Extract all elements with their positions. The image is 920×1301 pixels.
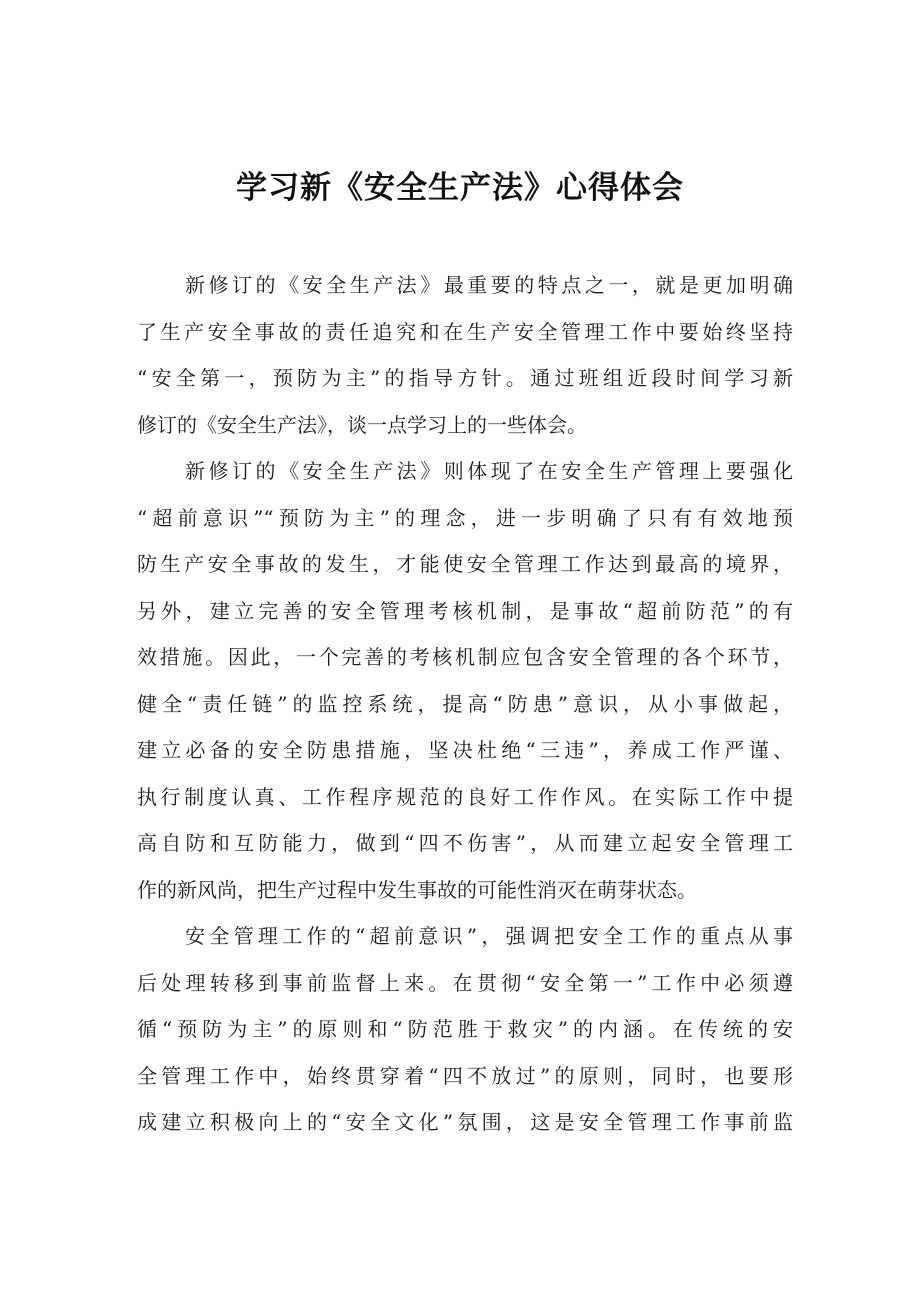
paragraph-1-line-3: “安全第一，预防为主”的指导方针。通过班组近段时间学习新: [137, 366, 793, 390]
paragraph-2-line-8: 执行制度认真、工作程序规范的良好工作作风。在实际工作中提: [137, 784, 793, 809]
paragraph-1-line-1: 新修订的《安全生产法》最重要的特点之一，就是更加明确: [185, 273, 793, 297]
paragraph-3-line-3: 循“预防为主”的原则和“防范胜于救灾”的内涵。在传统的安: [137, 1017, 793, 1041]
paragraph-2-line-5: 效措施。因此，一个完善的考核机制应包含安全管理的各个环节，: [137, 645, 793, 669]
paragraph-2-line-1: 新修订的《安全生产法》则体现了在安全生产管理上要强化: [185, 459, 793, 483]
paragraph-3-line-2: 后处理转移到事前监督上来。在贯彻“安全第一”工作中必须遵: [137, 970, 793, 995]
paragraph-3-line-1: 安全管理工作的“超前意识”，强调把安全工作的重点从事: [185, 924, 793, 948]
paragraph-3-line-4: 全管理工作中，始终贯穿着“四不放过”的原则，同时，也要形: [137, 1063, 793, 1088]
paragraph-1-line-4: 修订的《安全生产法》，谈一点学习上的一些体会。: [137, 412, 587, 437]
paragraph-2-line-4: 另外，建立完善的安全管理考核机制，是事故“超前防范”的有: [137, 598, 793, 623]
paragraph-2-line-3: 防生产安全事故的发生，才能使安全管理工作达到最高的境界，: [137, 552, 793, 576]
paragraph-3-line-5: 成建立积极向上的“安全文化”氛围，这是安全管理工作事前监: [137, 1110, 793, 1134]
document-title: 学习新《安全生产法》心得体会: [236, 170, 684, 206]
paragraph-2-line-2: “超前意识”“预防为主”的理念，进一步明确了只有有效地预: [137, 505, 793, 530]
document-body: [137, 262, 793, 1146]
paragraph-2-line-6: 健全“责任链”的监控系统，提高“防患”意识，从小事做起，: [137, 691, 793, 716]
paragraph-1-line-2: 了生产安全事故的责任追究和在生产安全管理工作中要始终坚持: [137, 319, 793, 344]
paragraph-2-line-9: 高自防和互防能力，做到“四不伤害”，从而建立起安全管理工: [137, 831, 793, 855]
paragraph-2-line-10: 作的新风尚，把生产过程中发生事故的可能性消灭在萌芽状态。: [137, 877, 697, 902]
paragraph-2-line-7: 建立必备的安全防患措施，坚决杜绝“三违”，养成工作严谨、: [137, 738, 793, 762]
